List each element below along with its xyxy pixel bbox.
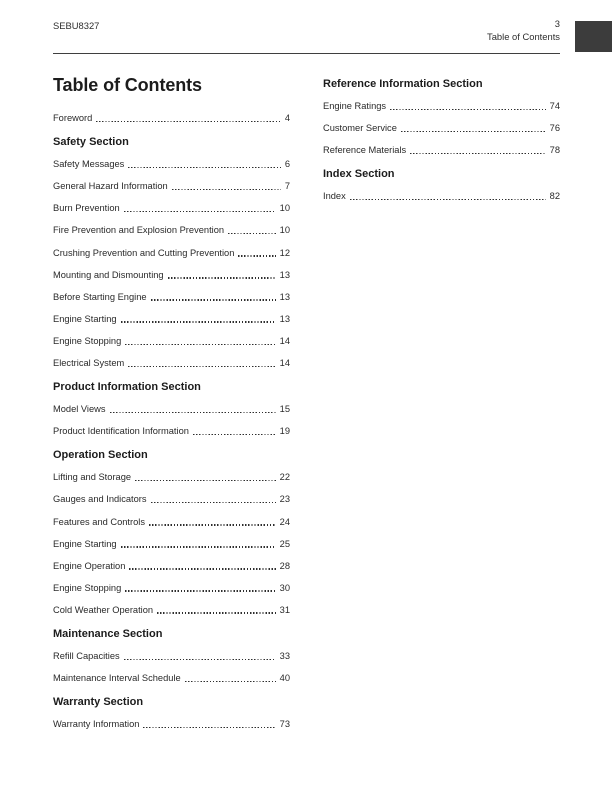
- toc-entry-page-number: 10: [279, 225, 290, 236]
- toc-entry-page-number: 73: [279, 719, 290, 730]
- toc-entry-page-number: 82: [549, 191, 560, 202]
- section-heading: Index Section: [323, 168, 395, 181]
- dot-leader: [129, 568, 275, 569]
- section-heading: Product Information Section: [53, 381, 201, 394]
- dot-leader: [151, 299, 276, 300]
- toc-entry: [53, 712, 290, 734]
- page-meta: [487, 18, 560, 43]
- toc-column-2: [323, 70, 560, 734]
- toc-entry-label: Electrical System: [53, 358, 125, 369]
- toc-column-1: [53, 74, 290, 734]
- page-number: 3: [554, 18, 560, 29]
- toc-entry-label: Engine Stopping: [53, 335, 122, 346]
- dot-leader: [96, 121, 281, 122]
- toc-entry-page-number: 10: [279, 203, 290, 214]
- toc-entry-page-number: 78: [549, 145, 560, 156]
- dot-leader: [228, 233, 276, 234]
- toc-title: Table of Contents: [53, 75, 202, 95]
- toc-entry-page-number: 28: [279, 560, 290, 571]
- toc-entry-label: Customer Service: [323, 123, 397, 134]
- toc-entry-page-number: 14: [279, 358, 290, 369]
- toc-entry-label: Foreword: [53, 113, 93, 124]
- toc-entry: [53, 666, 290, 688]
- toc-entry: [53, 196, 290, 218]
- section-heading: Maintenance Section: [53, 627, 163, 640]
- dot-leader: [193, 434, 276, 435]
- toc-entry-page-number: 23: [279, 494, 290, 505]
- toc-entry-label: Engine Starting: [53, 538, 117, 549]
- toc-entry: [53, 397, 290, 419]
- toc-entry: [53, 106, 290, 128]
- toc-entry: [53, 351, 290, 373]
- toc-entry: [323, 116, 560, 138]
- toc-entry-page-number: 74: [549, 101, 560, 112]
- toc-entry-page-number: 6: [284, 159, 290, 170]
- toc-entry-page-number: 7: [284, 181, 290, 192]
- toc-entry-label: Engine Operation: [53, 560, 126, 571]
- toc-entry-label: Lifting and Storage: [53, 472, 132, 483]
- toc-entry-page-number: 22: [279, 472, 290, 483]
- toc-entry: [53, 263, 290, 285]
- toc-entry-page-number: 13: [279, 313, 290, 324]
- toc-entry: [53, 465, 290, 487]
- toc-entry: [323, 184, 560, 206]
- toc-entry: [53, 218, 290, 240]
- dot-leader: [238, 255, 275, 256]
- toc-entry: [53, 174, 290, 196]
- dot-leader: [410, 153, 545, 154]
- dot-leader: [128, 167, 281, 168]
- dot-leader: [157, 612, 276, 613]
- toc-entry-label: Index: [323, 191, 346, 202]
- dot-leader: [124, 211, 276, 212]
- dot-leader: [121, 546, 276, 547]
- toc-entry: [53, 329, 290, 351]
- toc-entry-page-number: 24: [279, 516, 290, 527]
- dot-leader: [143, 727, 275, 728]
- dot-leader: [185, 681, 276, 682]
- toc-entry-label: General Hazard Information: [53, 181, 168, 192]
- dot-leader: [172, 189, 281, 190]
- dot-leader: [390, 109, 546, 110]
- toc-entry: [53, 576, 290, 598]
- toc-entry-label: Model Views: [53, 404, 106, 415]
- toc-entry: [53, 240, 290, 262]
- dot-leader: [401, 131, 546, 132]
- dot-leader: [149, 524, 276, 525]
- section-heading: Warranty Section: [53, 696, 144, 709]
- toc-entry-label: Maintenance Interval Schedule: [53, 673, 181, 684]
- toc-columns: [53, 74, 560, 734]
- toc-entry-label: Product Identification Information: [53, 426, 189, 437]
- dot-leader: [135, 480, 276, 481]
- toc-entry-page-number: 12: [279, 247, 290, 258]
- toc-entry: [53, 152, 290, 174]
- dot-leader: [125, 590, 275, 591]
- dot-leader: [110, 412, 276, 413]
- page-label: Table of Contents: [487, 30, 560, 42]
- toc-entry-label: Gauges and Indicators: [53, 494, 147, 505]
- toc-entry-page-number: 40: [279, 673, 290, 684]
- dot-leader: [124, 659, 276, 660]
- toc-entry-label: Warranty Information: [53, 719, 140, 730]
- toc-entry-page-number: 33: [279, 650, 290, 661]
- toc-entry-label: Reference Materials: [323, 145, 407, 156]
- toc-entry: [323, 138, 560, 160]
- toc-entry-page-number: 25: [279, 538, 290, 549]
- toc-entry: [53, 419, 290, 441]
- toc-entry-label: Refill Capacities: [53, 650, 120, 661]
- dot-leader: [151, 502, 276, 503]
- toc-entry: [53, 509, 290, 531]
- toc-entry-page-number: 4: [284, 113, 290, 124]
- section-heading: Safety Section: [53, 136, 129, 149]
- toc-entry-page-number: 13: [279, 291, 290, 302]
- toc-entry-page-number: 31: [279, 604, 290, 615]
- dot-leader: [128, 366, 275, 367]
- toc-entry: [53, 285, 290, 307]
- toc-entry-label: Safety Messages: [53, 159, 125, 170]
- toc-entry-page-number: 15: [279, 404, 290, 415]
- toc-entry: [53, 487, 290, 509]
- toc-entry: [53, 307, 290, 329]
- toc-entry: [323, 94, 560, 116]
- toc-entry-label: Crushing Prevention and Cutting Prevention: [53, 247, 235, 258]
- toc-entry-label: Engine Stopping: [53, 582, 122, 593]
- toc-entry-label: Mounting and Dismounting: [53, 269, 164, 280]
- toc-entry-label: Cold Weather Operation: [53, 604, 154, 615]
- toc-entry-page-number: 19: [279, 426, 290, 437]
- toc-entry-page-number: 14: [279, 335, 290, 346]
- toc-entry-page-number: 13: [279, 269, 290, 280]
- toc-entry-label: Fire Prevention and Explosion Prevention: [53, 225, 225, 236]
- dot-leader: [125, 344, 275, 345]
- section-heading: Reference Information Section: [323, 78, 483, 90]
- thumb-index-tab: [575, 21, 612, 52]
- toc-entry: [53, 532, 290, 554]
- header-rule: [53, 53, 560, 54]
- toc-entry: [53, 554, 290, 576]
- dot-leader: [168, 277, 276, 278]
- toc-entry: [53, 644, 290, 666]
- document-code: SEBU8327: [53, 20, 100, 31]
- toc-entry: [53, 598, 290, 620]
- dot-leader: [350, 199, 546, 200]
- section-heading: Operation Section: [53, 449, 148, 462]
- toc-entry-label: Engine Ratings: [323, 101, 387, 112]
- toc-entry-page-number: 76: [549, 123, 560, 134]
- toc-entry-page-number: 30: [279, 582, 290, 593]
- toc-entry-label: Before Starting Engine: [53, 291, 147, 302]
- dot-leader: [121, 321, 276, 322]
- toc-entry-label: Features and Controls: [53, 516, 145, 527]
- toc-entry-label: Engine Starting: [53, 313, 117, 324]
- toc-entry-label: Burn Prevention: [53, 203, 120, 214]
